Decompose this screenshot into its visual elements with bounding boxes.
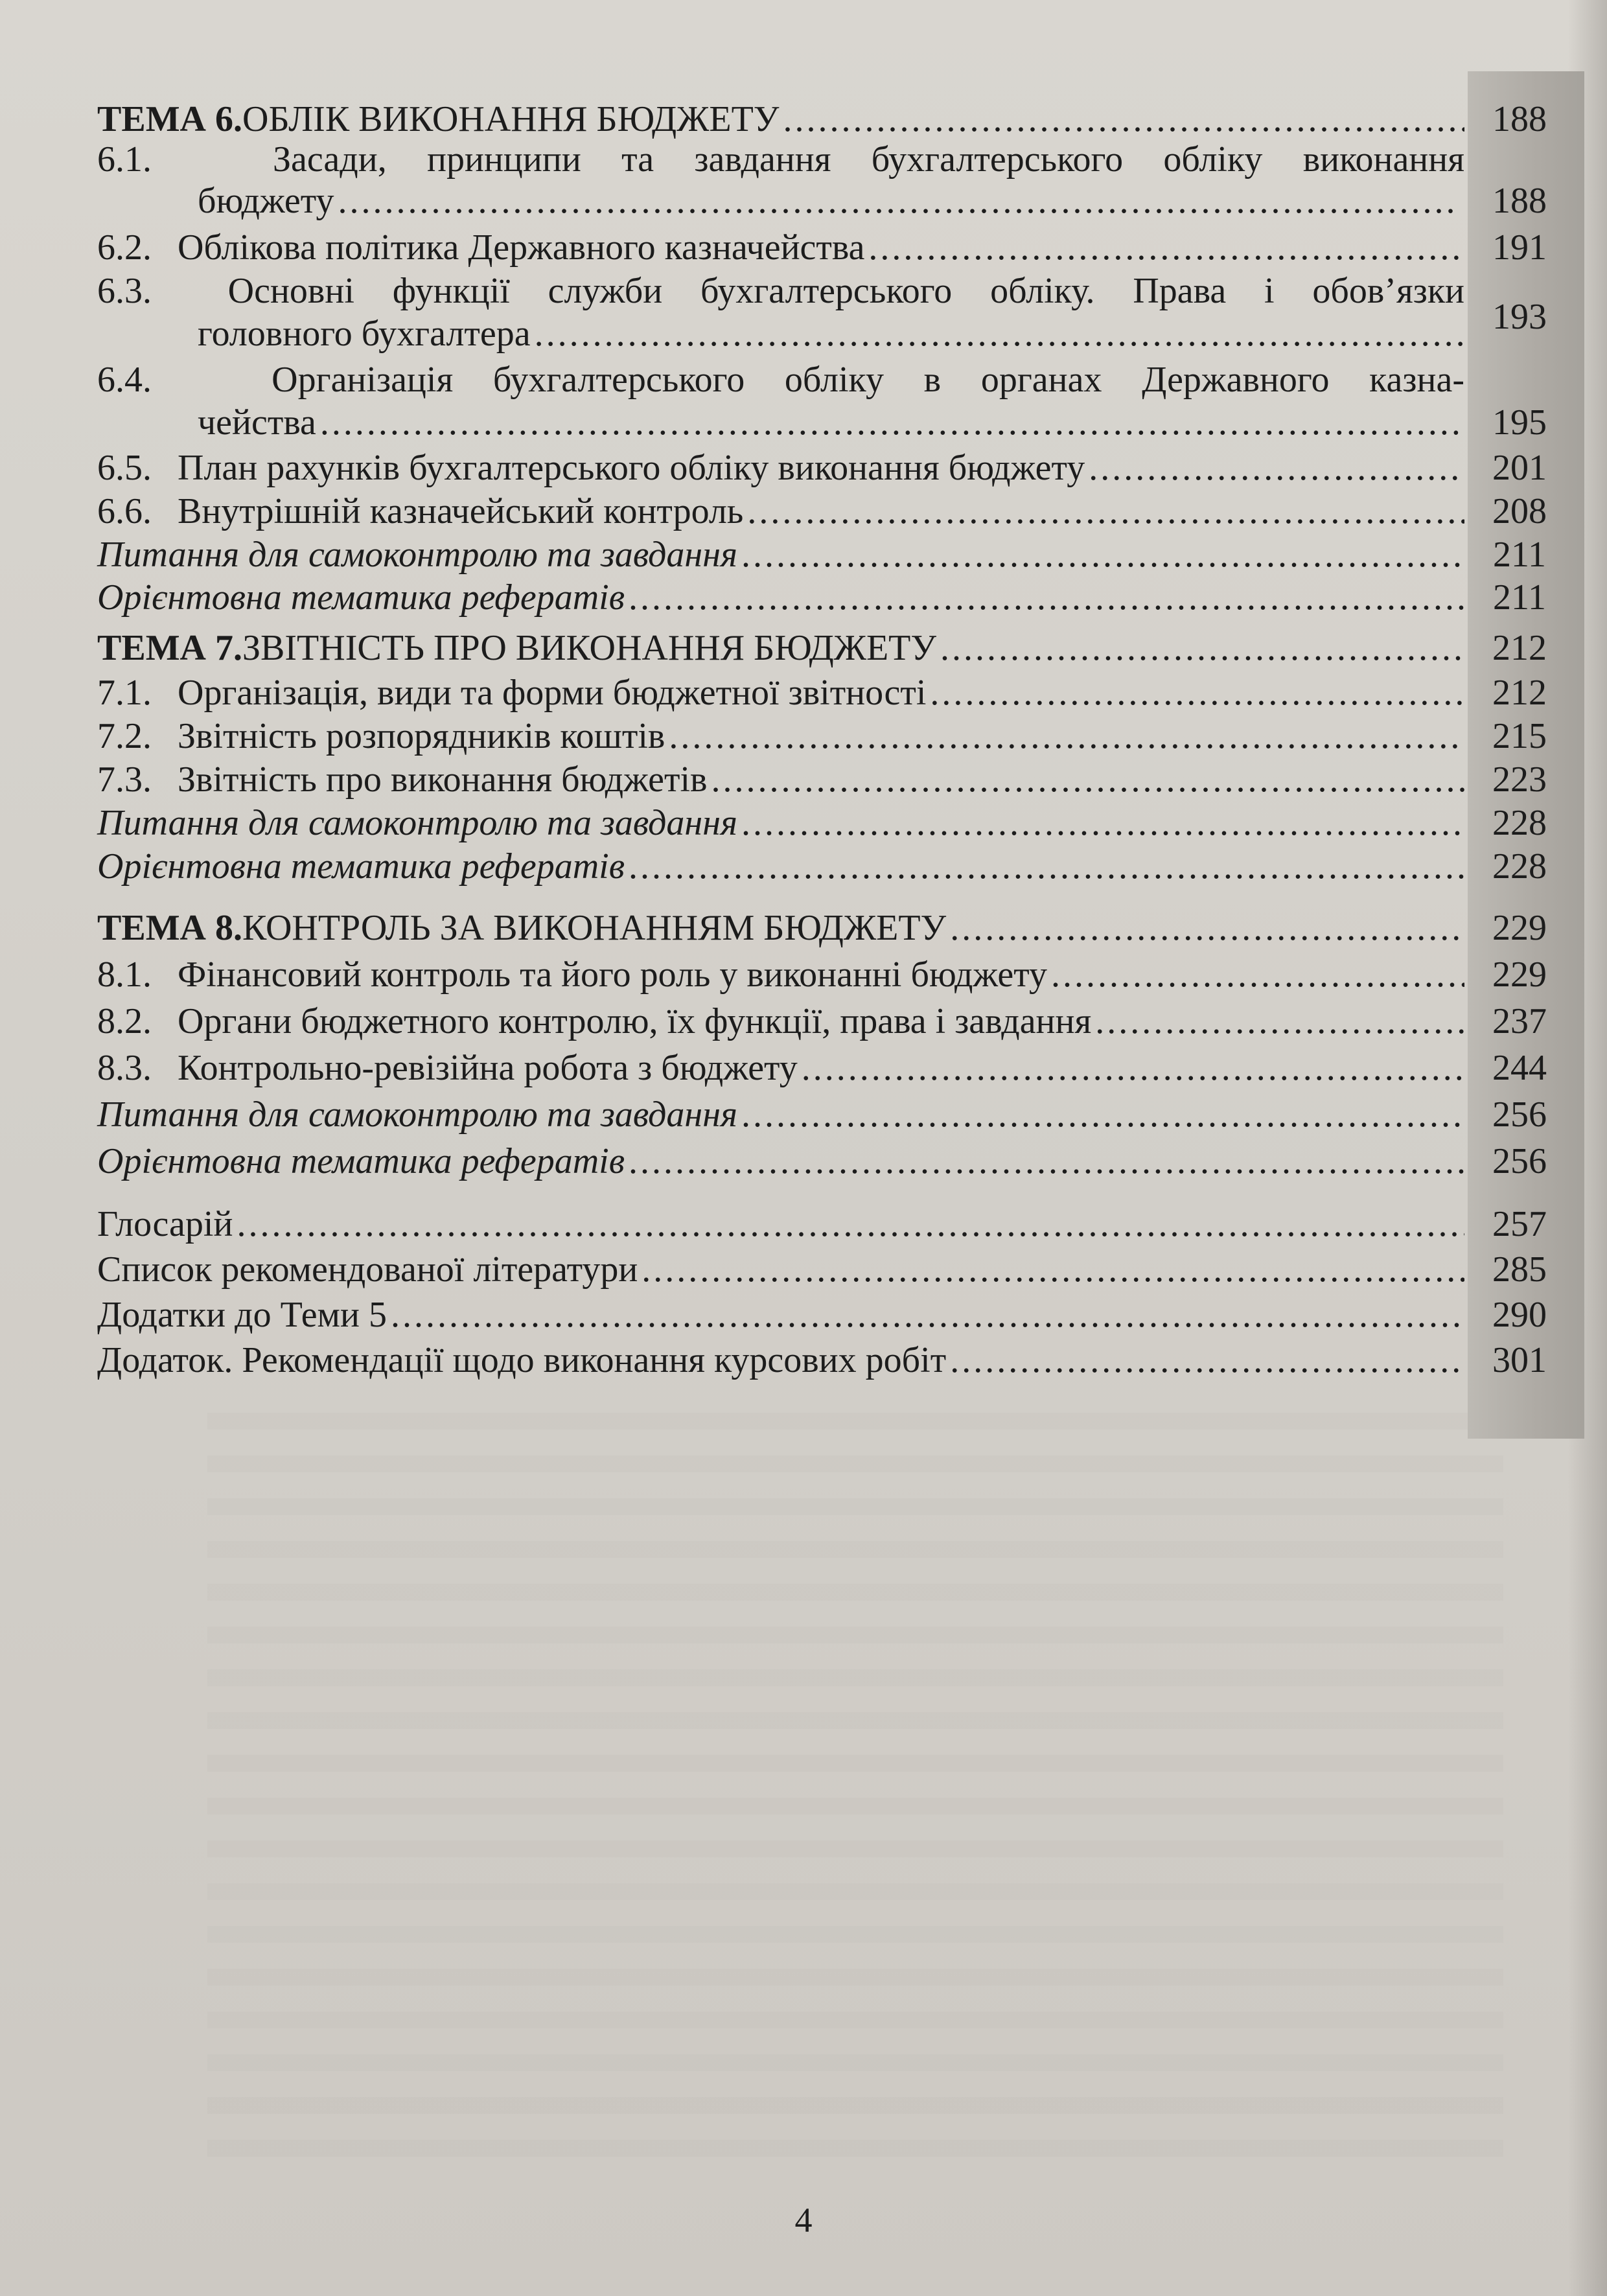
entry-text: Орієнтовна тематика рефератів (97, 1141, 625, 1181)
entry-text: Облікова політика Державного казначейства (178, 227, 865, 268)
page-ref: 208 (1492, 491, 1547, 531)
entry-text: Питання для самоконтролю та завдання (97, 535, 738, 575)
page-ref: 188 (1492, 99, 1547, 139)
page-ref: 195 (1492, 402, 1547, 443)
entry-text: Орієнтовна тематика рефератів (97, 577, 625, 618)
page-ref: 244 (1492, 1048, 1547, 1088)
page-ref: 301 (1492, 1340, 1547, 1380)
entry-number: 7.2. (97, 716, 152, 756)
leader-dots (741, 533, 1464, 577)
leader-dots (802, 1046, 1464, 1090)
entry-text-line2: бюджету (198, 181, 334, 221)
page-ref: 229 (1492, 955, 1547, 995)
entry-number: 8.1. (97, 955, 152, 995)
entry-text-line2: чейства (198, 402, 316, 443)
chapter-label: ТЕМА 7. (97, 628, 242, 668)
entry-text-line1: Основні функції служби бухгалтерського обліку. Права і обов’язки (227, 271, 1465, 311)
page-ref: 201 (1492, 448, 1547, 488)
leader-dots (783, 97, 1464, 141)
chapter-label: ТЕМА 8. (97, 908, 242, 948)
entry-text: Звітність розпорядників коштів (178, 716, 665, 756)
page-ref: 256 (1492, 1095, 1547, 1135)
entry-text-line1: Засади, принципи та завдання бухгалтерського обліку виконання (272, 139, 1465, 180)
page-ref: 237 (1492, 1001, 1547, 1041)
page-ref: 256 (1492, 1141, 1547, 1181)
entry-text: Питання для самоконтролю та завдання (97, 803, 738, 843)
entry-text-line1: Організація бухгалтерського обліку в органах Державного казна- (272, 360, 1464, 400)
leader-dots (535, 312, 1464, 356)
entry-text: Глосарій (97, 1204, 233, 1244)
entry-number: 7.3. (97, 760, 152, 800)
page-ref: 223 (1492, 760, 1547, 800)
leader-dots (338, 179, 1455, 223)
page-ref: 257 (1492, 1204, 1547, 1244)
table-of-contents (97, 91, 1555, 1426)
leader-dots (747, 489, 1464, 533)
chapter-title: ОБЛІК ВИКОНАННЯ БЮДЖЕТУ (242, 99, 780, 139)
leader-dots (237, 1202, 1464, 1246)
page-ref: 211 (1493, 535, 1546, 575)
leader-dots (741, 1093, 1464, 1137)
leader-dots (642, 1247, 1464, 1292)
page-ref: 211 (1493, 577, 1546, 618)
leader-dots (629, 844, 1464, 888)
leader-dots (711, 758, 1464, 802)
leader-dots (950, 1338, 1464, 1382)
leader-dots (391, 1293, 1464, 1337)
entry-text: Звітність про виконання бюджетів (178, 760, 708, 800)
entry-text: Контрольно-ревізійна робота з бюджету (178, 1048, 798, 1088)
entry-text: Список рекомендованої літератури (97, 1249, 638, 1290)
entry-text: Внутрішній казначейський контроль (178, 491, 744, 531)
leader-dots (940, 626, 1464, 670)
entry-number: 6.1. (97, 139, 152, 180)
entry-number: 6.3. (97, 271, 152, 311)
entry-number: 8.2. (97, 1001, 152, 1041)
page-ref: 193 (1492, 297, 1547, 337)
page-ref: 215 (1492, 716, 1547, 756)
page-number: 4 (794, 2201, 813, 2240)
entry-number: 6.4. (97, 360, 152, 400)
chapter-title: КОНТРОЛЬ ЗА ВИКОНАННЯМ БЮДЖЕТУ (242, 908, 947, 948)
entry-number: 7.1. (97, 673, 152, 713)
page-ref: 188 (1492, 181, 1547, 221)
entry-text: Органи бюджетного контролю, їх функції, права і завдання (178, 1001, 1092, 1041)
entry-text: План рахунків бухгалтерського обліку виконання бюджету (178, 448, 1085, 488)
entry-number: 6.6. (97, 491, 152, 531)
page-ref: 212 (1492, 628, 1547, 668)
page-ref: 290 (1492, 1295, 1547, 1335)
leader-dots (1089, 446, 1464, 490)
entry-number: 6.5. (97, 448, 152, 488)
leader-dots (1051, 953, 1464, 997)
entry-number: 8.3. (97, 1048, 152, 1088)
entry-text: Питання для самоконтролю та завдання (97, 1095, 738, 1135)
show-through-shading (207, 1413, 1503, 2158)
leader-dots (629, 575, 1464, 620)
leader-dots (669, 714, 1464, 758)
page-ref: 212 (1492, 673, 1547, 713)
page-ref: 228 (1492, 803, 1547, 843)
leader-dots (930, 671, 1464, 715)
leader-dots (629, 1139, 1464, 1183)
leader-dots (868, 226, 1464, 270)
page-ref: 191 (1492, 227, 1547, 268)
leader-dots (320, 400, 1464, 445)
entry-number: 6.2. (97, 227, 152, 268)
page-ref: 229 (1492, 908, 1547, 948)
entry-text: Додаток. Рекомендації щодо виконання курсових робіт (97, 1340, 947, 1380)
leader-dots (1095, 999, 1464, 1043)
page-ref: 228 (1492, 846, 1547, 887)
leader-dots (950, 906, 1464, 950)
leader-dots (741, 801, 1464, 845)
entry-text: Додатки до Теми 5 (97, 1295, 387, 1335)
entry-text: Орієнтовна тематика рефератів (97, 846, 625, 887)
chapter-label: ТЕМА 6. (97, 99, 242, 139)
entry-text-line2: головного бухгалтера (198, 314, 531, 354)
entry-text: Фінансовий контроль та його роль у виконанні бюджету (178, 955, 1047, 995)
page-ref: 285 (1492, 1249, 1547, 1290)
chapter-title: ЗВІТНІСТЬ ПРО ВИКОНАННЯ БЮДЖЕТУ (242, 628, 937, 668)
entry-text: Організація, види та форми бюджетної звітності (178, 673, 927, 713)
